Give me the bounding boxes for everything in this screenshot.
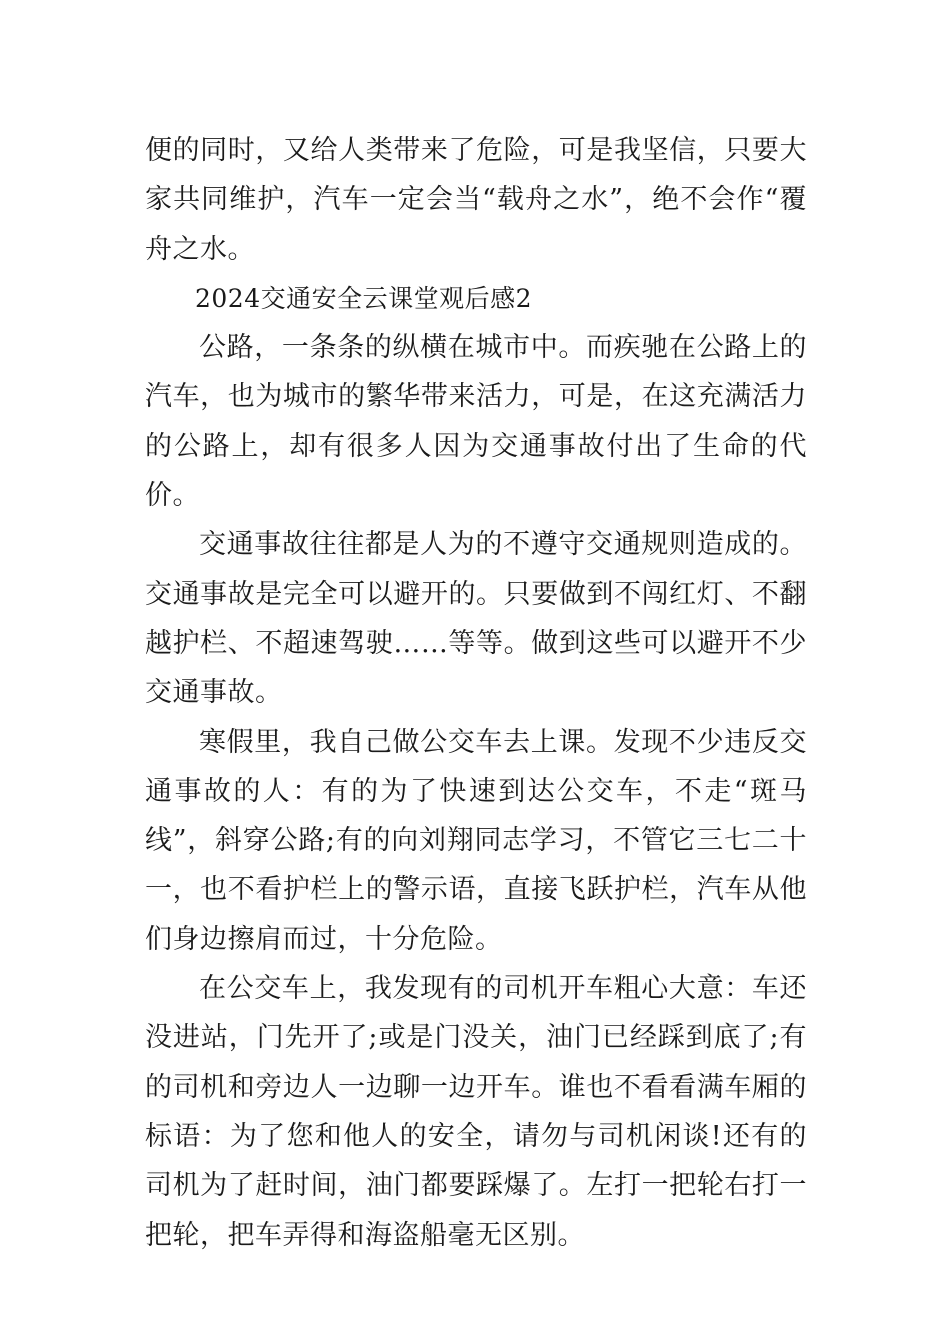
- document-body: [145, 126, 807, 1260]
- paragraph-1: 公路，一条条的纵横在城市中。而疾驰在公路上的汽车，也为城市的繁华带来活力，可是，在这充满活力的公路上，却有很多人因为交通事故付出了生命的代价。: [145, 332, 807, 512]
- intro-paragraph: 便的同时，又给人类带来了危险，可是我坚信，只要大家共同维护，汽车一定会当“载舟之水”，绝不会作“覆舟之水。: [145, 135, 807, 265]
- paragraph-4: 在公交车上，我发现有的司机开车粗心大意：车还没进站，门先开了;或是门没关，油门已经踩到底了;有的司机和旁边人一边聊一边开车。谁也不看看满车厢的标语：为了您和他人的安全，请勿与司机闲谈!还有的司机为了赶时间，油门都要踩爆了。左打一把轮右打一把轮，把车弄得和海盗船毫无区别。: [145, 973, 807, 1251]
- paragraph-2: 交通事故往往都是人为的不遵守交通规则造成的。交通事故是完全可以避开的。只要做到不闯红灯、不翻越护栏、不超速驾驶……等等。做到这些可以避开不少交通事故。: [145, 529, 807, 709]
- section-title: 2024交通安全云课堂观后感2: [195, 283, 533, 313]
- paragraph-3: 寒假里，我自己做公交车去上课。发现不少违反交通事故的人：有的为了快速到达公交车，不走“斑马线”，斜穿公路;有的向刘翔同志学习，不管它三七二十一，也不看护栏上的警示语，直接飞跃护栏，汽车从他们身边擦肩而过，十分危险。: [145, 726, 807, 955]
